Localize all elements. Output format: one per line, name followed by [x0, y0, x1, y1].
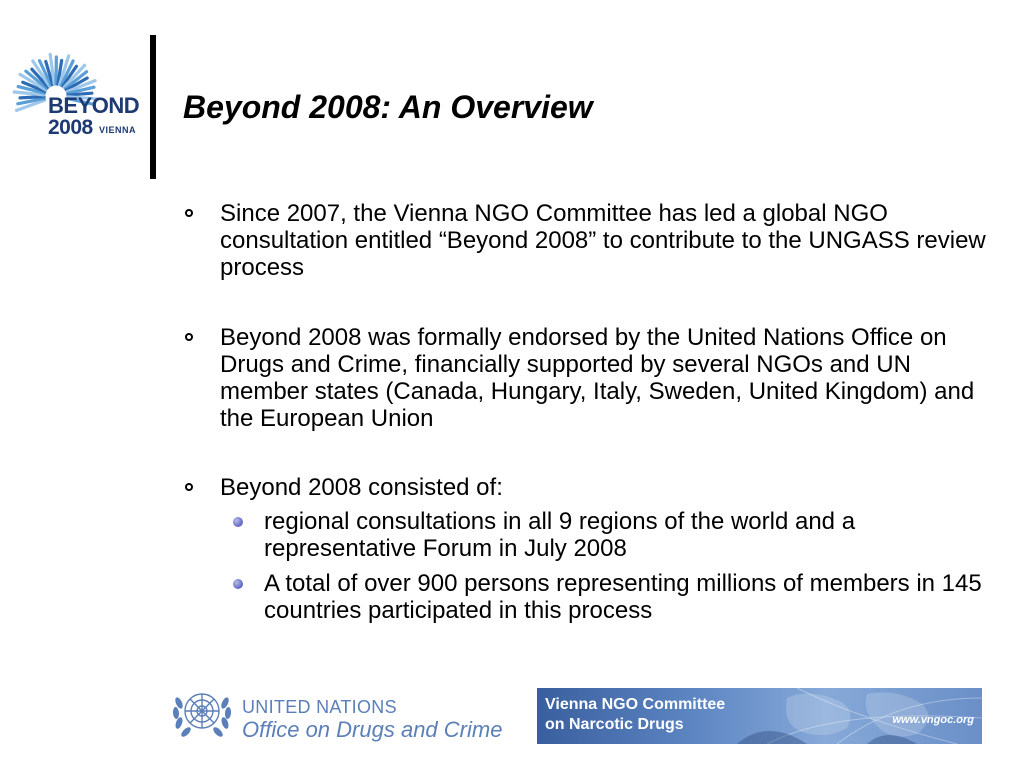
- vngoc-url[interactable]: www.vngoc.org: [892, 714, 974, 726]
- sub-bullet-text: regional consultations in all 9 regions of the world and a representative Forum in July 2008: [264, 508, 856, 562]
- header-divider: [150, 35, 156, 179]
- un-emblem-icon: [170, 683, 234, 743]
- unodc-logo: [170, 683, 503, 743]
- vngoc-line-1: Vienna NGO Committee: [545, 696, 726, 713]
- sub-bullet-item: [264, 570, 984, 624]
- vngoc-line-2: on Narcotic Drugs: [545, 716, 684, 733]
- slide-title: Beyond 2008: An Overview: [183, 89, 593, 125]
- round-bullet-icon: [233, 579, 243, 589]
- bullet-item: [220, 324, 990, 432]
- logo-text-year: 2008: [48, 116, 93, 139]
- sub-bullet-item: [264, 508, 984, 562]
- bullet-text: Beyond 2008 was formally endorsed by the United Nations Office on Drugs and Crime, financially supported by several NGOs and UN member states (Canada, Hungary, Italy, Sweden, United Kingdom) and the European Union: [220, 324, 975, 432]
- sub-bullet-text: A total of over 900 persons representing millions of members in 145 countries participated in this process: [264, 570, 982, 624]
- unodc-line-2: Office on Drugs and Crime: [242, 717, 503, 742]
- logo-text-beyond: BEYOND: [48, 93, 140, 118]
- vngoc-banner: [537, 688, 982, 744]
- hollow-circle-bullet-icon: [185, 333, 193, 341]
- bullet-item: [220, 474, 990, 501]
- hollow-circle-bullet-icon: [185, 483, 193, 491]
- round-bullet-icon: [233, 517, 243, 527]
- hollow-circle-bullet-icon: [185, 209, 193, 217]
- beyond-2008-logo: [0, 40, 150, 150]
- unodc-line-1: UNITED NATIONS: [242, 697, 397, 717]
- bullet-text: Since 2007, the Vienna NGO Committee has led a global NGO consultation entitled “Beyond 2008” to contribute to the UNGASS review process: [220, 200, 986, 281]
- sunburst-ray: [20, 97, 44, 98]
- bullet-text: Beyond 2008 consisted of:: [220, 474, 503, 501]
- bullet-item: [220, 200, 990, 281]
- logo-text-city: VIENNA: [99, 125, 137, 135]
